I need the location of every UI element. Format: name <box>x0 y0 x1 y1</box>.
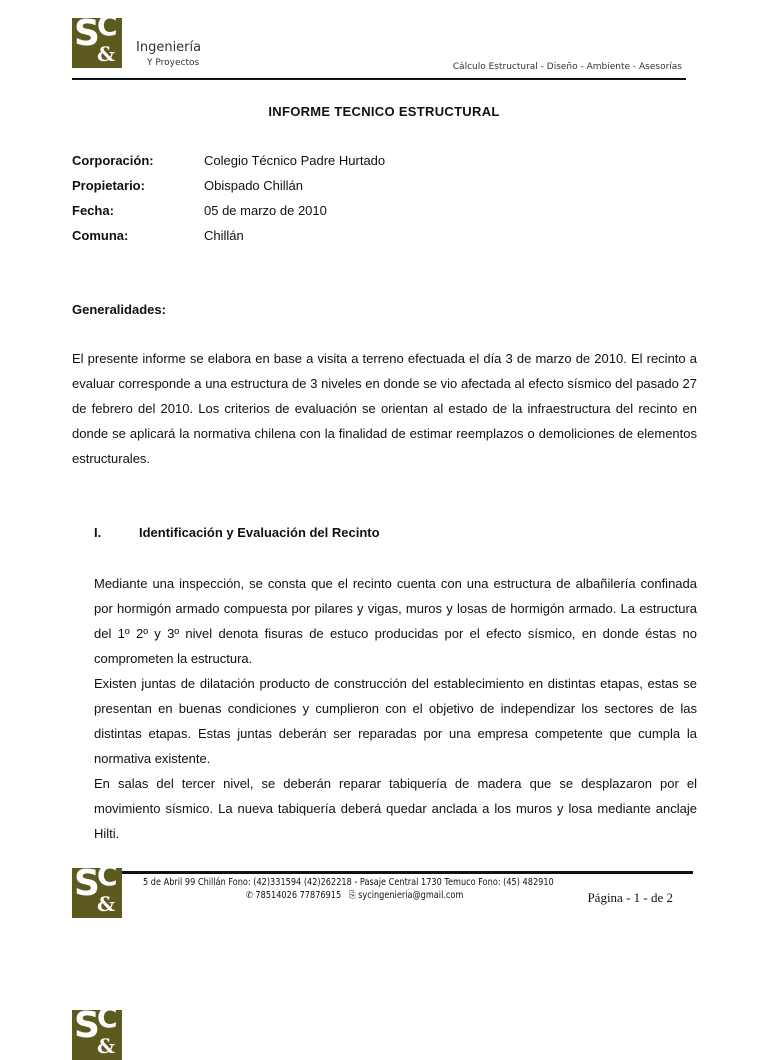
meta-value: Colegio Técnico Padre Hurtado <box>204 153 386 168</box>
page-number: Página - 1 - de 2 <box>587 890 673 905</box>
meta-label: Fecha: <box>72 203 114 218</box>
footer-email: sycingenieria@gmail.com <box>358 890 464 901</box>
generalidades-heading: Generalidades: <box>72 302 166 317</box>
header-divider <box>72 78 686 80</box>
logo-letter-c: C <box>97 1001 118 1034</box>
meta-value: Obispado Chillán <box>204 178 304 193</box>
mouse-icon: ⎘ <box>348 890 356 901</box>
meta-value: Chillán <box>204 228 244 243</box>
footer-phones: 78514026 77876915 <box>255 890 342 901</box>
brand-subtitle: Y Proyectos <box>147 58 200 68</box>
mobile-phone-icon: ✆ <box>246 890 253 901</box>
logo-ampersand: & <box>97 1034 116 1058</box>
footer-address: 5 de Abril 99 Chillán Fono: (42)331594 (42)262218 - Pasaje Central 1730 Temuco Fono: (45) 482910 <box>143 877 554 888</box>
meta-label: Comuna: <box>72 228 129 243</box>
logo-ampersand: & <box>97 42 116 66</box>
services-tagline: Cálculo Estructural - Diseño - Ambiente - Asesorías <box>452 62 682 72</box>
document-title: INFORME TECNICO ESTRUCTURAL <box>268 104 500 119</box>
logo-letter-c: C <box>97 9 118 42</box>
meta-value: 05 de marzo de 2010 <box>204 203 327 218</box>
next-page-logo <box>72 1001 122 1060</box>
footer-contact <box>246 890 463 901</box>
logo-letter-s: S <box>74 1005 100 1046</box>
meta-label: Propietario: <box>72 178 145 193</box>
company-logo <box>72 9 122 68</box>
logo-letter-s: S <box>74 863 100 904</box>
generalidades-paragraph: El presente informe se elabora en base a visita a terreno efectuada el día 3 de marzo de 2010. El recinto a evaluar corresponde a una estructura de 3 niveles en donde se vio afectada al efecto sísmico del pasado 27 de febrero del 2010. Los criterios de evaluación se orientan al estado de la infraestructura del recinto en donde se aplicará la normativa chilena con la finalidad de estimar reemplazos o demoliciones de elementos estructurales. <box>72 351 697 466</box>
logo-ampersand: & <box>97 892 116 916</box>
meta-label: Corporación: <box>72 153 154 168</box>
footer-logo <box>72 859 122 918</box>
section-title: Identificación y Evaluación del Recinto <box>139 525 380 540</box>
footer-divider <box>122 871 693 874</box>
logo-letter-c: C <box>97 859 118 892</box>
logo-letter-s: S <box>74 13 100 54</box>
section-body: Mediante una inspección, se consta que el recinto cuenta con una estructura de albañilería confinada por hormigón armado compuesta por pilares y vigas, muros y losas de hormigón armado. La estructura del 1º 2º y 3º nivel denota fisuras de estuco producidas por el efecto sísmico, en donde éstas no comprometen la estructura. Existen juntas de dilatación producto de construcción del establecimiento en distintas etapas, estas se presentan en buenas condiciones y cumplieron con el objetivo de independizar los sectores de las distintas etapas. Estas juntas deberán ser reparadas por una empresa competente que cumpla la normativa existente. En salas del tercer nivel, se deberán reparar tabiquería de madera que se desplazaron por el movimiento sísmico. La nueva tabiquería deberá quedar anclada a los muros y losa mediante anclaje Hilti. <box>94 576 697 841</box>
section-number: I. <box>94 525 102 540</box>
brand-name: Ingeniería <box>136 40 202 55</box>
